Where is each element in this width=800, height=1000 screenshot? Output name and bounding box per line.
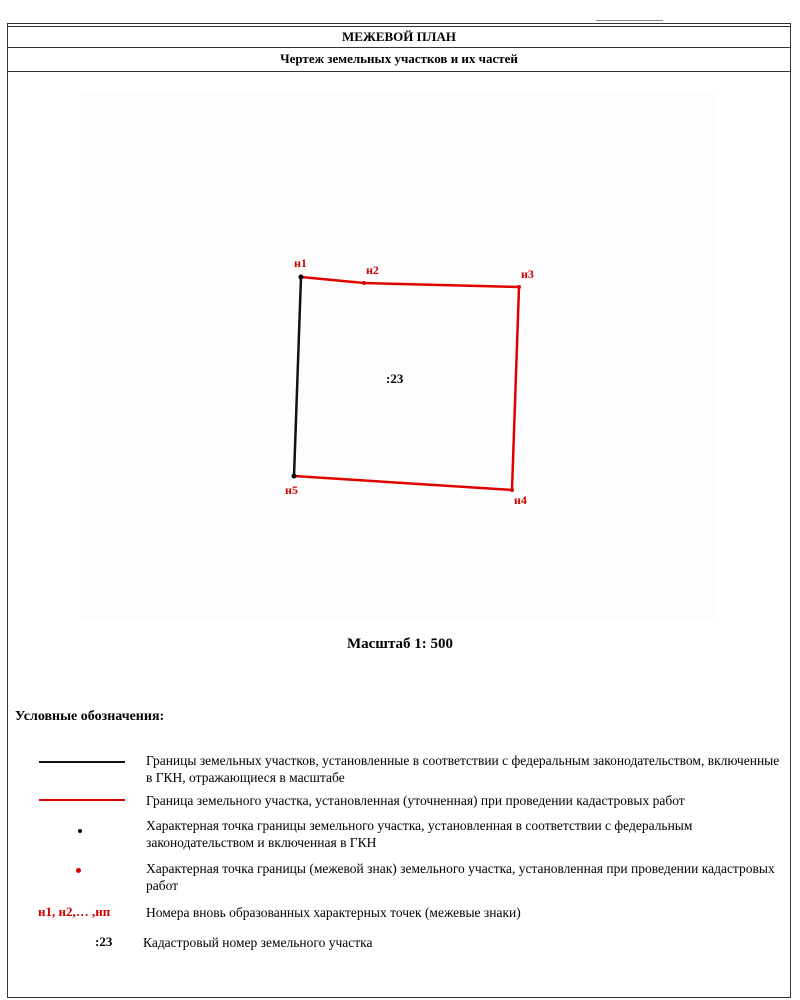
legend-text: Границы земельных участков, установленные в соответствии с федеральным законодательством, включенные в ГКН, отражающиеся в масштабе [146, 753, 780, 785]
point-n2-marker [362, 281, 366, 285]
parcel-cadastral-label: :23 [386, 371, 404, 386]
point-n5-label: н5 [285, 483, 298, 497]
red-dot-symbol [76, 868, 81, 873]
red-line-symbol [39, 799, 125, 801]
point-n4-marker [510, 488, 514, 492]
point-numbers-symbol: н1, н2,… ,нп [38, 904, 111, 919]
legend-text: Характерная точка границы (межевой знак) земельного участка, установленная при проведении кадастровых работ [146, 861, 775, 893]
legend-text: Граница земельного участка, установленная (уточненная) при проведении кадастровых работ [146, 793, 685, 808]
point-n1-label: н1 [294, 256, 307, 270]
point-n2-label: н2 [366, 263, 379, 277]
document-title: МЕЖЕВОЙ ПЛАН [7, 26, 791, 48]
point-n1-marker [299, 275, 304, 280]
legend-title: Условные обозначения: [15, 709, 165, 724]
legend-text: Кадастровый номер земельного участка [143, 935, 373, 950]
point-n3-marker [517, 285, 521, 289]
black-line-symbol [39, 761, 125, 763]
point-n4-label: н4 [514, 493, 527, 507]
point-n5-marker [292, 474, 297, 479]
point-n3-label: н3 [521, 267, 534, 281]
cadastral-number-symbol: :23 [95, 934, 113, 949]
legend-text: Номера вновь образованных характерных точек (межевые знаки) [146, 905, 521, 920]
drawing-area [80, 92, 716, 620]
black-dot-symbol [78, 829, 82, 833]
legend-text: Характерная точка границы земельного участка, установленная в соответствии с федеральным законодательством и включенная в ГКН [146, 818, 693, 850]
document-subtitle: Чертеж земельных участков и их частей [7, 48, 791, 72]
scale-label: Масштаб 1: 500 [346, 636, 454, 652]
